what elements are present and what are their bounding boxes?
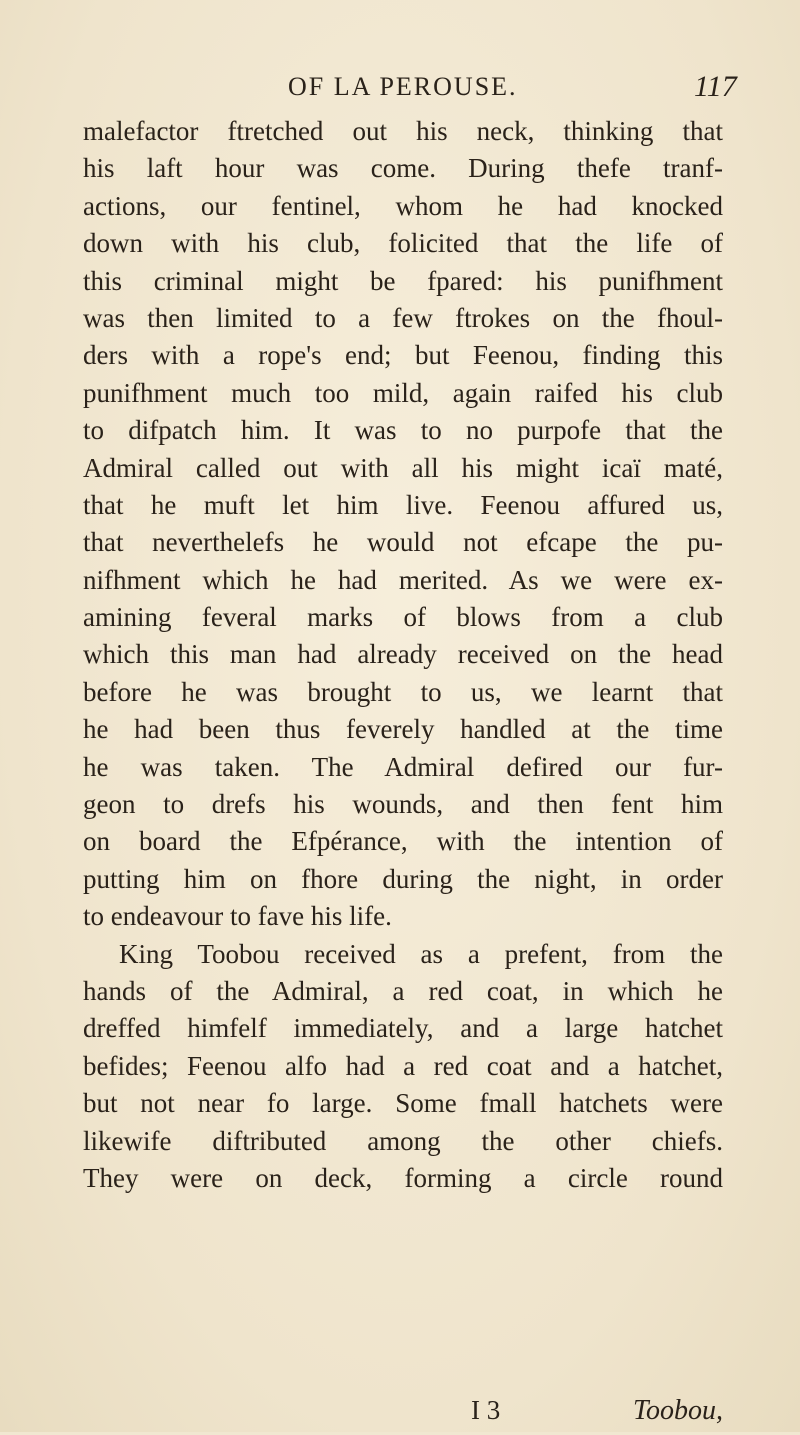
text-line: that he muft let him live. Feenou affured us, <box>83 489 723 520</box>
page-footer <box>83 1395 723 1435</box>
text-line: but not near fo large. Some fmall hatchets were <box>83 1088 723 1119</box>
page-header <box>0 72 800 112</box>
text-line: likewife diftributed among the other chiefs. <box>83 1125 723 1156</box>
text-line: was then limited to a few ftrokes on the fhoul- <box>83 302 723 333</box>
text-line: he was taken. The Admiral defired our fur- <box>83 751 723 782</box>
text-line: punifhment much too mild, again raifed his club <box>83 377 723 408</box>
page-number: 117 <box>694 70 737 103</box>
text-line: before he was brought to us, we learnt that <box>83 676 723 707</box>
text-line: putting him on fhore during the night, in order <box>83 863 723 894</box>
text-line: They were on deck, forming a circle round <box>83 1162 723 1193</box>
text-line: on board the Efpérance, with the intention of <box>83 826 723 857</box>
text-line: he had been thus feverely handled at the time <box>83 714 723 745</box>
catchword: Toobou, <box>632 1395 723 1426</box>
text-line: his laft hour was come. During thefe tranf- <box>83 153 723 184</box>
text-line: down with his club, folicited that the life of <box>83 228 723 259</box>
text-line: nifhment which he had merited. As we were ex- <box>83 564 723 595</box>
text-line: this criminal might be fpared: his punifhment <box>83 265 723 296</box>
text-line: Admiral called out with all his might icaï maté, <box>83 452 723 483</box>
body-text <box>83 113 723 1197</box>
text-line: which this man had already received on the head <box>83 639 723 670</box>
text-line: ders with a rope's end; but Feenou, finding this <box>83 340 723 371</box>
text-line: to endeavour to fave his life. <box>83 901 392 932</box>
text-line: hands of the Admiral, a red coat, in which he <box>83 975 723 1006</box>
text-line: King Toobou received as a prefent, from the <box>119 938 723 969</box>
text-line: that neverthelefs he would not efcape the pu- <box>83 527 723 558</box>
text-line: amining feveral marks of blows from a club <box>83 602 723 633</box>
text-line: actions, our fentinel, whom he had knocked <box>83 190 723 221</box>
text-line: geon to drefs his wounds, and then fent him <box>83 789 723 820</box>
text-line: befides; Feenou alfo had a red coat and a hatchet, <box>83 1050 723 1081</box>
running-head: OF LA PEROUSE. <box>288 72 518 101</box>
text-line: to difpatch him. It was to no purpofe that the <box>83 415 723 446</box>
signature-mark: I 3 <box>471 1395 501 1425</box>
text-line: malefactor ftretched out his neck, thinking that <box>83 116 723 146</box>
text-line: dreffed himfelf immediately, and a large hatchet <box>83 1013 723 1044</box>
